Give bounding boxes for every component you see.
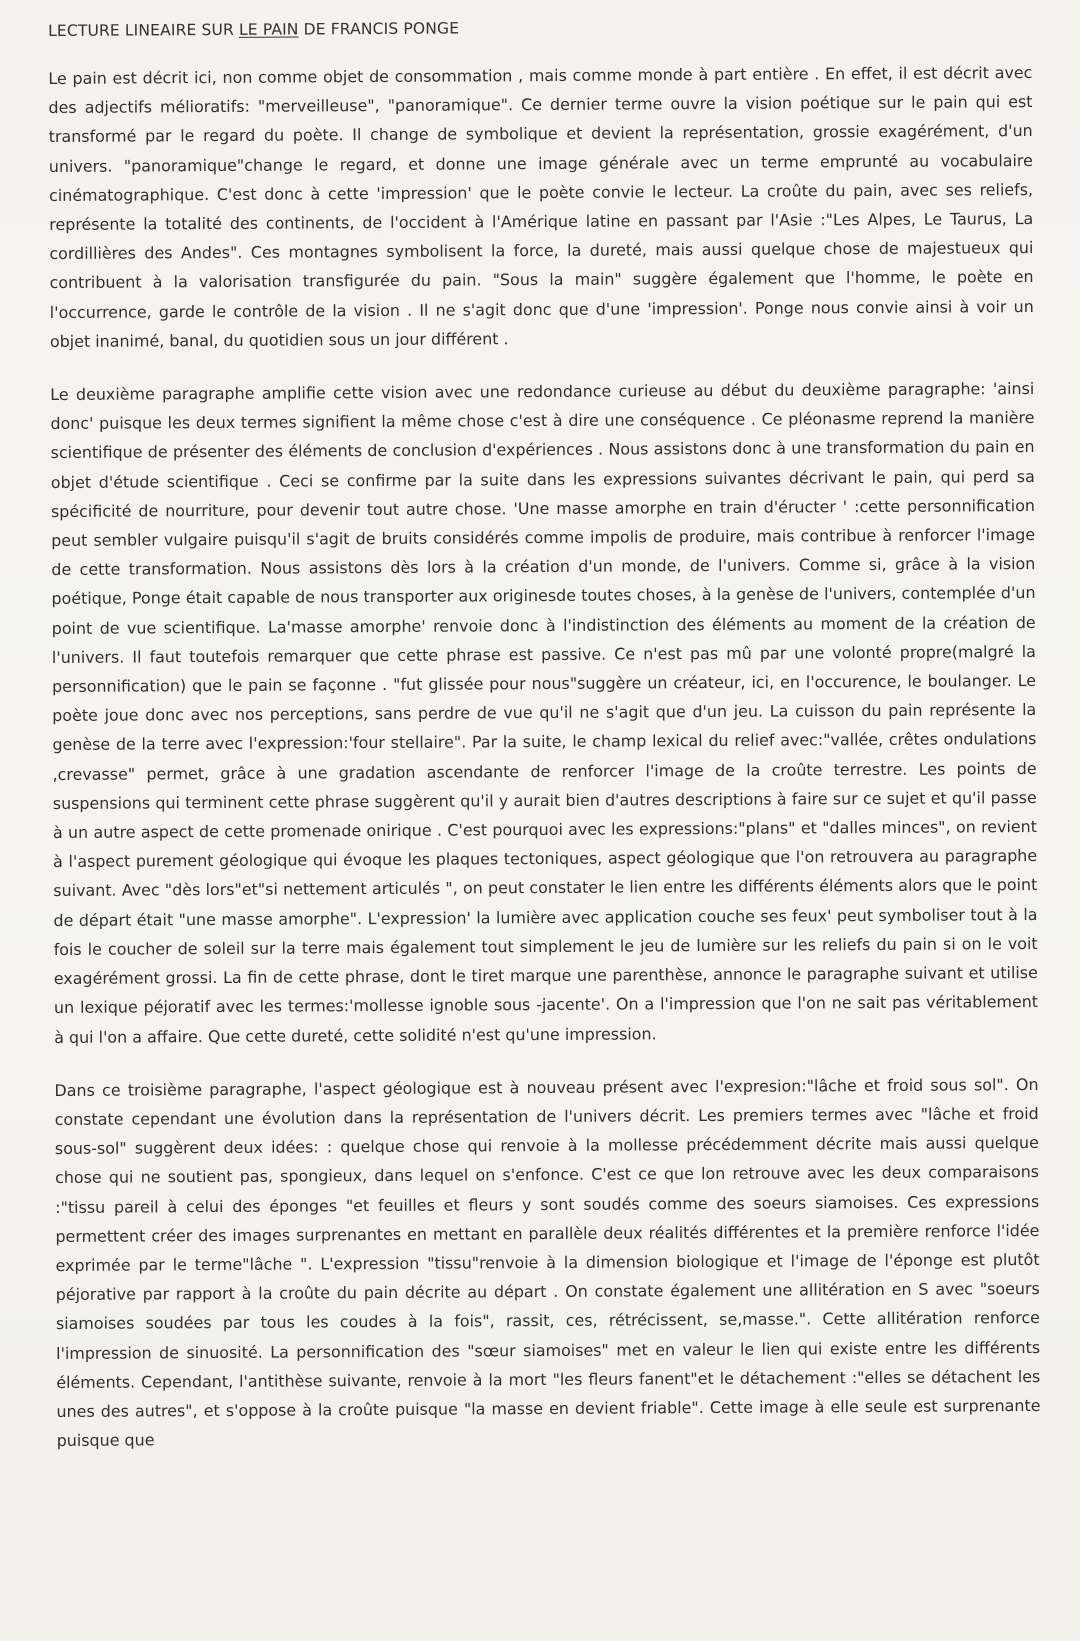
title-author: DE FRANCIS PONGE — [298, 19, 460, 39]
title-prefix: LECTURE LINEAIRE SUR — [48, 20, 240, 40]
paragraph-2: Le deuxième paragraphe amplifie cette vision avec une redondance curieuse au début du deuxième paragraphe: 'ainsi donc' puisque les deux termes signifient la même chose c'est à dire une conséquence . Ce pléonasme reprend la manière scientifique de présenter des éléments de conclusion d'expériences . Nous assistons donc à une transformation du pain en objet d'étude scientifique . Ceci se confirme par la suite dans les expressions suivantes décrivant le pain, qui perd sa spécificité de nourriture, pour devenir tout autre chose. 'Une masse amorphe en train d'éructer ' :cette personnification peut sembler vulgaire puisqu'il s'agit de bruits considérés comme impolis de produire, mais contribue à renforcer l'image de cette transformation. Nous assistons dès lors à la création d'un monde, de l'univers. Comme si, grâce à la vision poétique, Ponge était capable de nous transporter aux originesde toutes choses, à la genèse de l'univers, contemplée d'un point de vue scientifique. La'masse amorphe' renvoie donc à l'indistinction des éléments au moment de la création de l'univers. Il faut toutefois remarquer que cette phrase est passive. Ce n'est pas mû par une volonté propre(malgré la personnification) que le pain se façonne . "fut glissée pour nous"suggère un créateur, ici, en l'occurence, le boulanger. Le poète joue donc avec nos perceptions, sans perdre de vue qu'il ne s'agit que d'un jeu. La cuisson du pain représente la genèse de la terre avec l'expression:'four stellaire". Par la suite, le champ lexical du relief avec:"vallée, crêtes ondulations ,crevasse" permet, grâce à une gradation ascendante de renforcer l'image de la croûte terrestre. Les points de suspensions qui terminent cette phrase suggèrent qu'il y aurait bien d'autres descriptions à faire sur ce sujet et qu'il passe à un autre aspect de cette promenade onirique . C'est pourquoi avec les expressions:"plans" et "dalles minces", on revient à l'aspect purement géologique qui évoque les plaques tectoniques, aspect géologique que l'on retrouvera au paragraphe suivant. Avec "dès lors"et"si nettement articulés ", on peut constater le lien entre les différents éléments alors que le point de départ était "une masse amorphe". L'expression' la lumière avec application couche ses feux' peut symboliser tout à la fois le coucher de soleil sur la terre mais également tout simplement le jeu de lumière sur les reliefs du pain si on le voit exagérément grossi. La fin de cette phrase, dont le tiret marque une parenthèse, annonce le paragraphe suivant et utilise un lexique péjoratif avec les termes:'mollesse ignoble sous -jacente'. On a l'impression que l'on ne sait pas véritablement à qui l'on a affaire. Que cette dureté, cette solidité n'est qu'une impression. — [50, 379, 1039, 1047]
paragraph-3: Dans ce troisième paragraphe, l'aspect géologique est à nouveau présent avec l'expresion:"lâche et froid sous sol". On constate cependant une évolution dans la représentation de l'univers décrit. Les premiers termes avec "lâche et froid sous-sol" suggèrent deux idées: : quelque chose qui renvoie à la mollesse précédemment décrite mais aussi quelque chose qui ne soutient pas, spongieux, dans lequel on s'enfonce. C'est ce que lon retrouve avec les deux comparaisons :"tissu pareil à celui des éponges "et feuilles et fleurs y sont soudés comme des soeurs siamoises. Ces expressions permettent créer des images surprenantes en mettant en parallèle deux réalités différentes et la première renforce l'idée exprimée par le terme"lâche ". L'expression "tissu"renvoie à la dimension biologique et l'image de l'éponge est plutôt péjorative par rapport à la croûte du pain décrite au départ . On constate également une allitération en S avec "soeurs siamoises soudées par tous les coudes à la fois", rassit, ces, rétrécissent, se,masse.". Cette allitération renforce l'impression de sinuosité. La personnification des "sœur siamoises" met en valeur le lien qui existe entre les différents éléments. Cependant, l'antithèse suivante, renvoie à la mort "les fleurs fanent"et le détachement :"elles se détachent les unes des autres", et s'oppose à la croûte puisque "la masse en devient friable". Cette image à elle seule est surprenante puisque que — [54, 1074, 1041, 1451]
document-title — [48, 16, 1032, 40]
title-work-name: LE PAIN — [238, 20, 299, 39]
paragraph-1: Le pain est décrit ici, non comme objet de consommation , mais comme monde à part entière . En effet, il est décrit avec des adjectifs mélioratifs: "merveilleuse", "panoramique". Ce dernier terme ouvre la vision poétique sur le pain qui est transformé par le regard du poète. Il change de symbolique et devient la représentation, grossie exagérément, d'un univers. "panoramique"change le regard, et donne une image générale avec un terme emprunté au vocabulaire cinématographique. C'est donc à cette 'impression' que le poète convie le lecteur. La croûte du pain, avec ses reliefs, représente la totalité des continents, de l'occident à l'Amérique latine en passant par l'Asie :"Les Alpes, Le Taurus, La cordillières des Andes". Ces montagnes symbolisent la force, la dureté, mais aussi quelque chose de majestueux qui contribuent à la valorisation transfigurée du pain. "Sous la main" suggère également que l'homme, le poète en l'occurrence, garde le contrôle de la vision . Il ne s'agit donc que d'une 'impression'. Ponge nous convie ainsi à voir un objet inanimé, banal, du quotidien sous un jour différent . — [48, 62, 1034, 351]
document-body — [48, 16, 1041, 1479]
